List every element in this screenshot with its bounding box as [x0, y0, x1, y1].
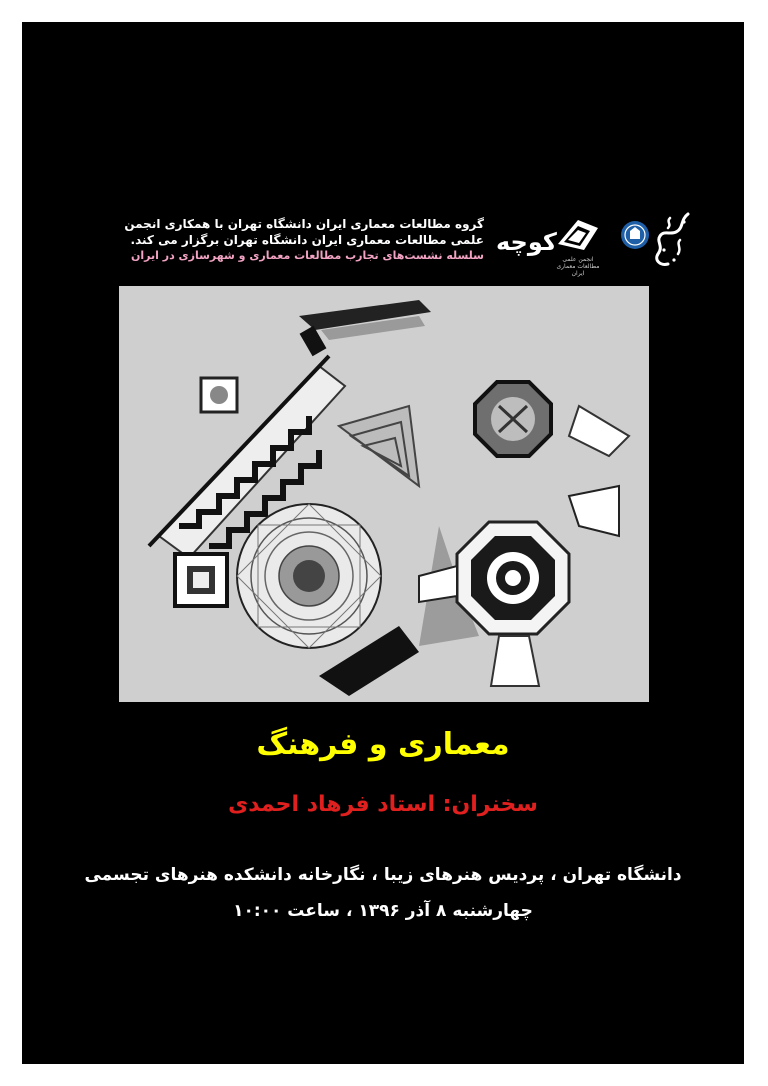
venue-line: دانشگاه تهران ، پردیس هنرهای زیبا ، نگارخانه دانشکده هنرهای تجسمی: [84, 865, 682, 885]
anjoman-emblem-icon: [550, 214, 606, 256]
series-line: سلسله نشست‌های تجارب مطالعات معماری و شهرسازی در ایران: [131, 249, 484, 262]
pardis-logo: [650, 210, 694, 270]
poster: [22, 22, 744, 1064]
logos: [494, 208, 694, 278]
university-of-tehran-logo: [620, 220, 650, 250]
event-title: معماری و فرهنگ: [256, 727, 510, 762]
speaker-line: سخنران: استاد فرهاد احمدی: [228, 792, 538, 817]
architectural-model-photo: [119, 286, 649, 702]
organizer-text: [104, 216, 484, 264]
kooche-logo: کوچه: [496, 228, 557, 256]
organizer-line-2: علمی مطالعات معماری ایران دانشگاه تهران برگزار می کند.: [130, 233, 484, 247]
anjoman-logo: [550, 214, 606, 277]
university-seal-icon: [620, 220, 650, 250]
anjoman-label-2: مطالعات معماری ایران: [556, 263, 600, 277]
organizer-line-1: گروه مطالعات معماری ایران دانشگاه تهران با همکاری انجمن: [124, 217, 484, 231]
pardis-calligraphy-icon: [650, 210, 694, 270]
architecture-model-illustration: [119, 286, 649, 702]
date-time-line: چهارشنبه ۸ آذر ۱۳۹۶ ، ساعت ۱۰:۰۰: [233, 901, 533, 921]
anjoman-label-1: انجمن علمی: [562, 256, 594, 263]
header: [114, 208, 694, 290]
